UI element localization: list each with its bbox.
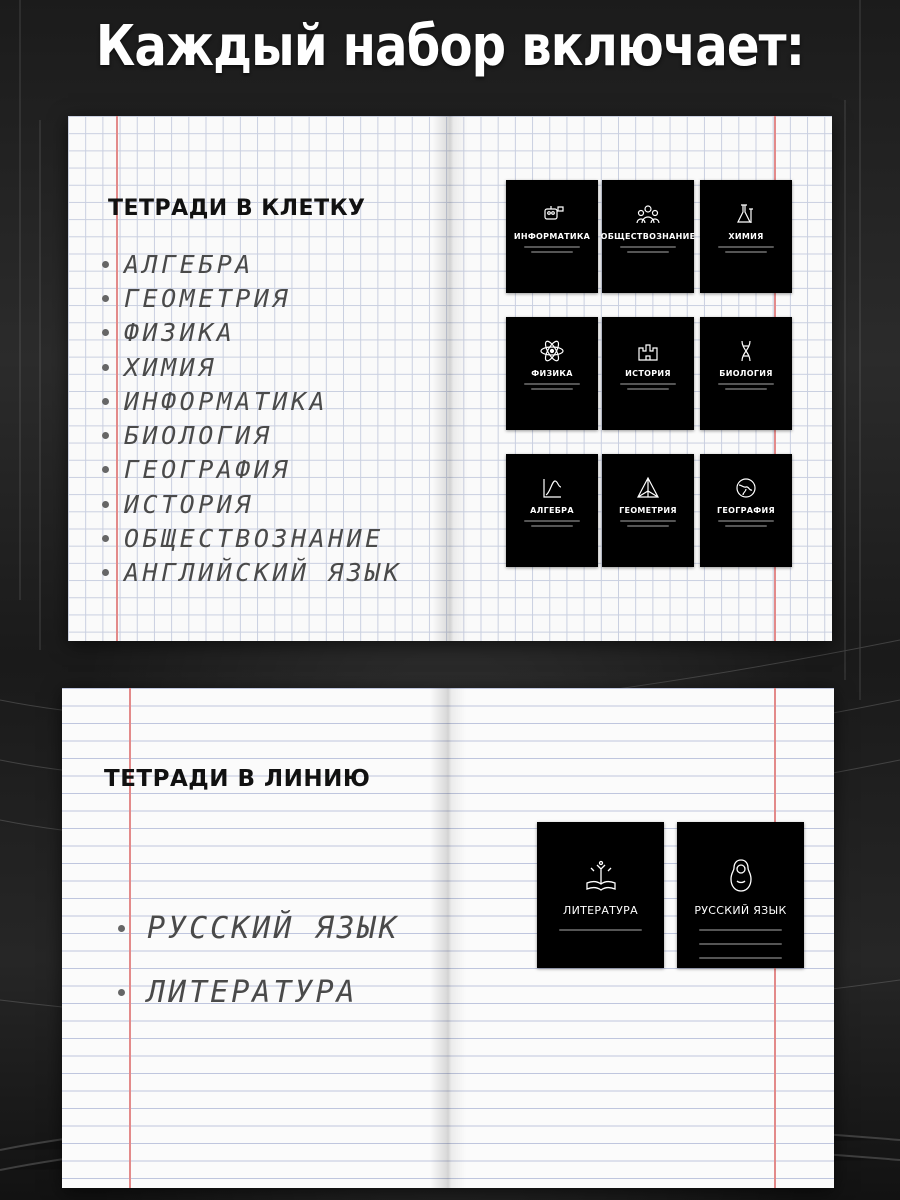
bullet-icon <box>102 329 109 336</box>
bullet-icon <box>102 398 109 405</box>
cover-biologiya: БИОЛОГИЯ <box>700 317 792 430</box>
function-icon <box>538 474 566 502</box>
list-item: ИНФОРМАТИКА <box>102 384 402 418</box>
list-item: ЛИТЕРАТУРА <box>118 960 400 1024</box>
cover-khimiya: ХИМИЯ <box>700 180 792 293</box>
list-item: АНГЛИЙСКИЙ ЯЗЫК <box>102 556 402 590</box>
cover-geografiya: ГЕОГРАФИЯ <box>700 454 792 567</box>
pyramid-icon <box>634 474 662 502</box>
list-item: РУССКИЙ ЯЗЫК <box>118 896 400 960</box>
subject-list <box>118 896 400 1024</box>
bullet-icon <box>118 989 125 996</box>
cover-geometriya: ГЕОМЕТРИЯ <box>602 454 694 567</box>
bullet-icon <box>102 432 109 439</box>
bullet-icon <box>102 569 109 576</box>
cover-algebra: АЛГЕБРА <box>506 454 598 567</box>
lined-notebook <box>62 688 834 1188</box>
list-item: ГЕОГРАФИЯ <box>102 453 402 487</box>
grid-notebook <box>68 116 832 641</box>
list-item: БИОЛОГИЯ <box>102 418 402 452</box>
list-item: ФИЗИКА <box>102 316 402 350</box>
castle-icon <box>634 337 662 365</box>
cover-russkiy-yazyk: РУССКИЙ ЯЗЫК <box>677 822 804 968</box>
list-item: ГЕОМЕТРИЯ <box>102 281 402 315</box>
flask-icon <box>732 200 760 228</box>
bullet-icon <box>102 261 109 268</box>
bullet-icon <box>102 364 109 371</box>
matryoshka-icon <box>721 856 761 896</box>
bullet-icon <box>102 501 109 508</box>
cover-fizika: ФИЗИКА <box>506 317 598 430</box>
cover-istoriya: ИСТОРИЯ <box>602 317 694 430</box>
bullet-icon <box>102 295 109 302</box>
notebook-spine <box>432 116 468 641</box>
book-icon <box>581 856 621 896</box>
headline: Каждый набор включает: <box>95 14 805 79</box>
subject-list <box>102 247 402 590</box>
list-item: ИСТОРИЯ <box>102 487 402 521</box>
people-icon <box>634 200 662 228</box>
globe-icon <box>732 474 760 502</box>
atom-icon <box>538 337 566 365</box>
notebook-spine <box>430 688 466 1188</box>
cover-informatika: ИНФОРМАТИКА <box>506 180 598 293</box>
cover-literatura: ЛИТЕРАТУРА <box>537 822 664 968</box>
dna-icon <box>732 337 760 365</box>
list-item: ОБЩЕСТВОЗНАНИЕ <box>102 521 402 555</box>
section-title: ТЕТРАДИ В КЛЕТКУ <box>108 196 366 221</box>
section-title: ТЕТРАДИ В ЛИНИЮ <box>104 766 371 792</box>
cover-obshchestvoznanie: ОБЩЕСТВОЗНАНИЕ <box>602 180 694 293</box>
robot-icon <box>538 200 566 228</box>
list-item: АЛГЕБРА <box>102 247 402 281</box>
bullet-icon <box>102 466 109 473</box>
bullet-icon <box>102 535 109 542</box>
list-item: ХИМИЯ <box>102 350 402 384</box>
bullet-icon <box>118 925 125 932</box>
